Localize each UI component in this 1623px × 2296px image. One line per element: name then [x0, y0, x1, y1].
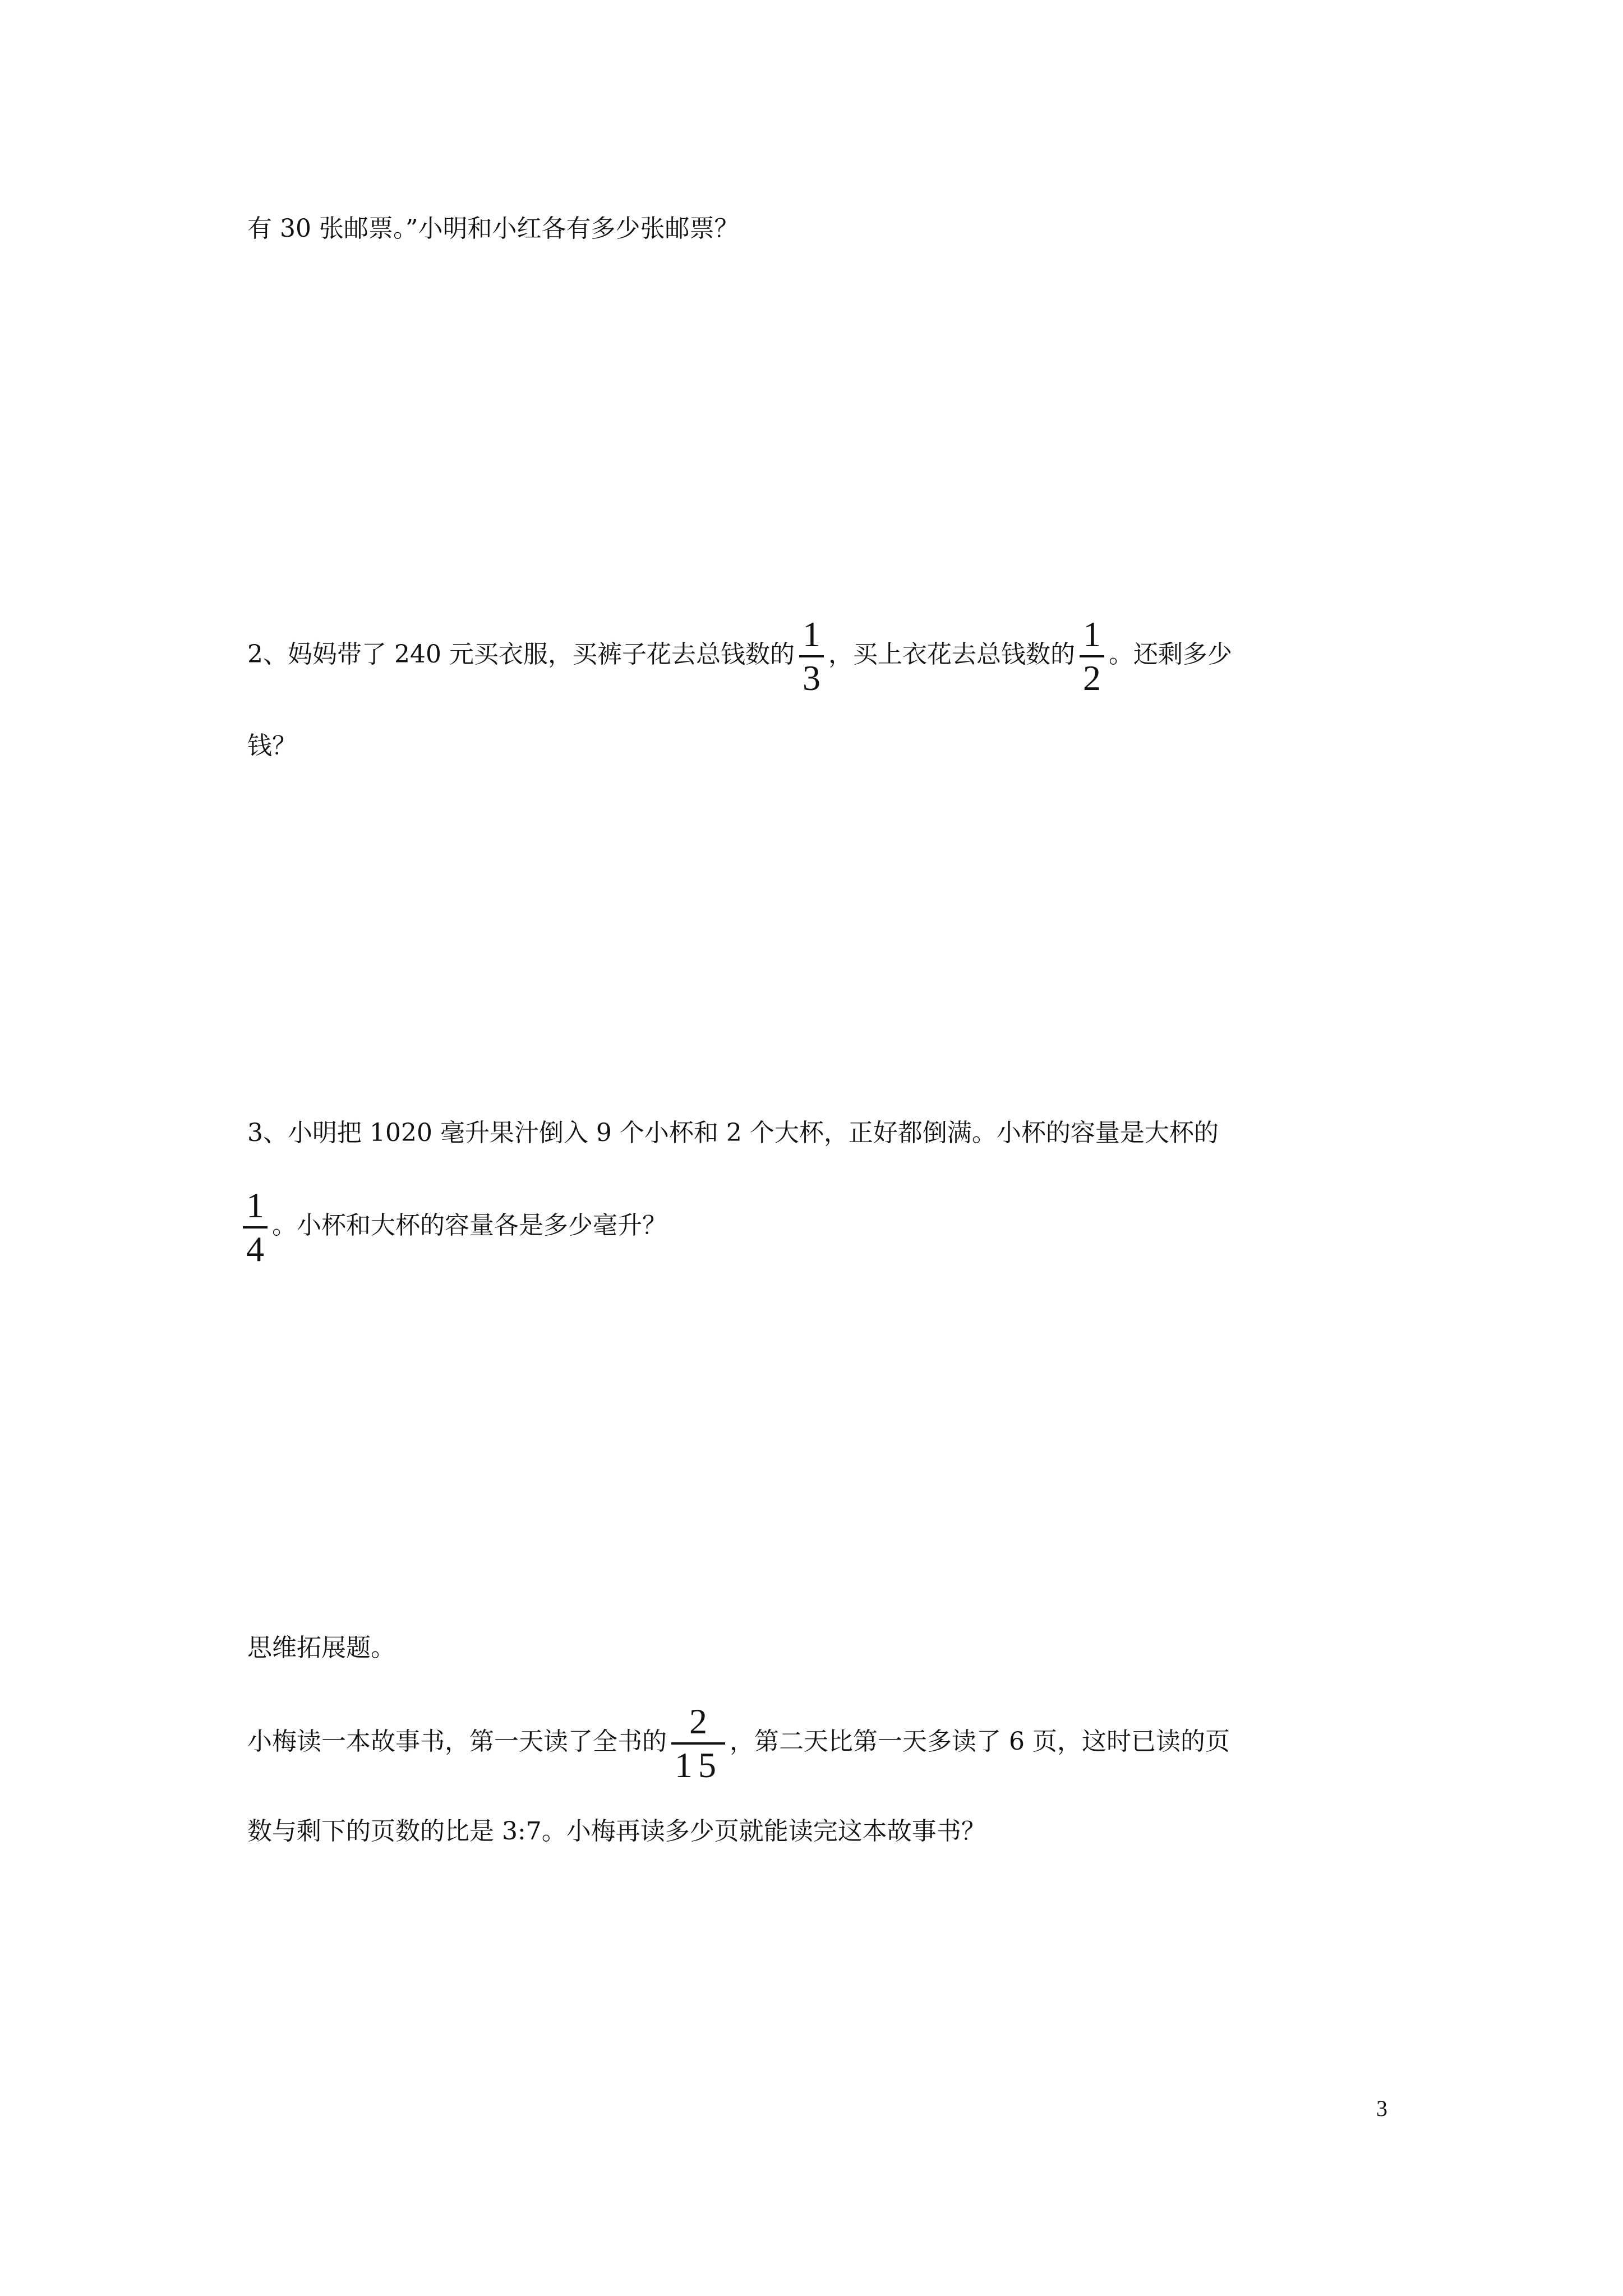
fraction-one-quarter	[243, 1185, 268, 1270]
fraction-two-fifteenths	[671, 1701, 725, 1786]
fraction-denominator: 3	[802, 657, 820, 698]
fraction-one-third	[799, 614, 824, 699]
problem-2-text-c: 。还剩多少	[1108, 640, 1232, 669]
problem-2-line-2: 钱？	[247, 731, 297, 760]
fraction-one-half	[1080, 614, 1104, 699]
problem-4-text-b: ，第二天比第一天多读了 6 页，这时已读的页	[730, 1727, 1230, 1756]
problem-3-text: 。小杯和大杯的容量各是多少毫升？	[272, 1211, 667, 1240]
problem-4-line-2: 数与剩下的页数的比是 3:7。小梅再读多少页就能读完这本故事书？	[247, 1817, 986, 1846]
section-title: 思维拓展题。	[247, 1634, 395, 1662]
problem-2-line-1	[247, 607, 1232, 702]
fraction-numerator: 2	[689, 1701, 707, 1741]
fraction-numerator: 1	[246, 1185, 264, 1225]
fraction-denominator: 2	[1082, 657, 1101, 698]
fraction-numerator: 1	[1082, 614, 1101, 654]
fraction-denominator: 4	[246, 1228, 264, 1269]
page-number: 3	[1376, 2096, 1387, 2121]
problem-2-text-b: ，买上衣花去总钱数的	[828, 640, 1075, 669]
problem-4-text-a: 小梅读一本故事书，第一天读了全书的	[247, 1727, 667, 1756]
problem-1-continuation: 有 30 张邮票。”小明和小红各有多少张邮票？	[247, 214, 739, 243]
problem-3-line-1: 3、小明把 1020 毫升果汁倒入 9 个小杯和 2 个大杯，正好都倒满。小杯的容量是大杯的	[247, 1119, 1219, 1147]
fraction-numerator: 1	[802, 614, 820, 654]
fraction-denominator: 15	[675, 1745, 722, 1785]
problem-2-text-a: 2、妈妈带了 240 元买衣服，买裤子花去总钱数的	[247, 640, 795, 669]
problem-3-line-2	[243, 1178, 667, 1273]
problem-4-line-1	[247, 1694, 1230, 1789]
